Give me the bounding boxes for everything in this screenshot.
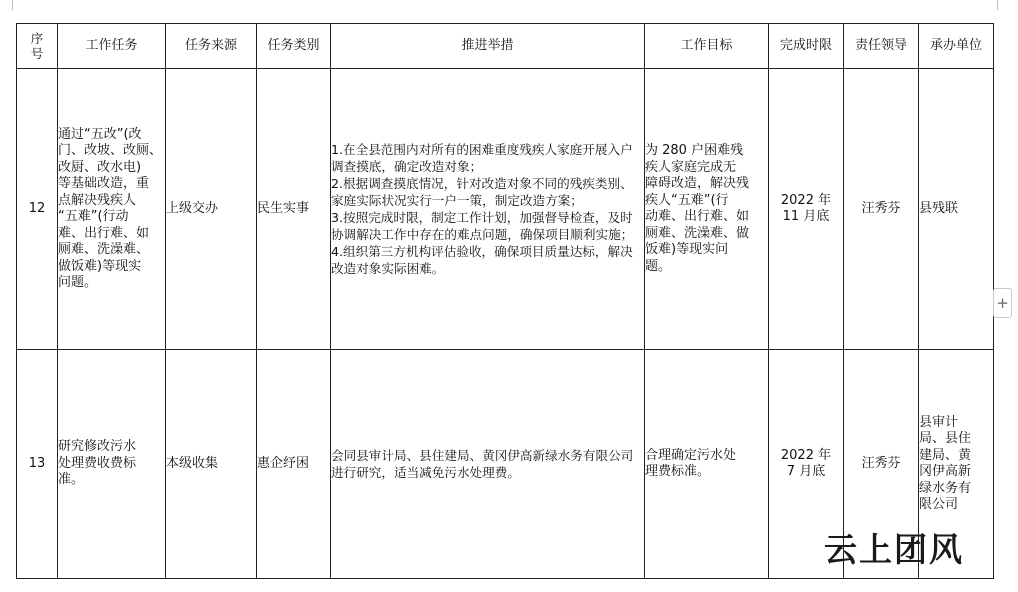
header-deadline: 完成时限	[769, 24, 844, 69]
cell-index: 12	[17, 69, 58, 350]
table-row	[17, 69, 994, 350]
cell-unit: 县残联	[919, 69, 994, 350]
cell-task: 通过“五改”(改 门、改坡、改厕、 改厨、改水电) 等基础改造，重 点解决残疾人 “五难”(行动 难、出行难、如 厕难、洗澡难、 做饭难)等现实 问题。	[58, 69, 166, 350]
header-row	[17, 24, 994, 69]
cell-category: 惠企纾困	[257, 350, 331, 579]
measure-item: 会同县审计局、县住建局、黄冈伊高新绿水务有限公司进行研究，适当减免污水处理费。	[331, 448, 634, 480]
header-unit: 承办单位	[919, 24, 994, 69]
cell-index: 13	[17, 350, 58, 579]
header-measures: 推进举措	[331, 24, 645, 69]
measure-item: 4.组织第三方机构评估验收，确保项目质量达标，解决改造对象实际困难。	[331, 244, 633, 276]
page-corner-mark-right	[997, 0, 998, 10]
measure-item: 2.根据调查摸底情况，针对改造对象不同的残疾类别、家庭实际状况实行一户一策，制定改造方案；	[331, 176, 633, 208]
cell-deadline: 2022 年 7 月底	[769, 350, 844, 579]
cell-source: 上级交办	[166, 69, 257, 350]
cell-task: 研究修改污水 处理费收费标 准。	[58, 350, 166, 579]
expand-button[interactable]	[993, 288, 1012, 318]
page-corner-mark-left	[12, 0, 13, 10]
cell-goal: 合理确定污水处 理费标准。	[645, 350, 769, 579]
task-table	[16, 23, 994, 579]
cell-leader: 汪秀芬	[844, 350, 919, 579]
measures-list	[331, 141, 644, 277]
plus-icon: +	[996, 294, 1009, 312]
measure-item: 1.在全县范围内对所有的困难重度残疾人家庭开展入户调查摸底，确定改造对象；	[331, 142, 633, 174]
header-category: 任务类别	[257, 24, 331, 69]
cell-unit: 县审计 局、县住 建局、黄 冈伊高新 绿水务有 限公司	[919, 350, 994, 579]
header-task: 工作任务	[58, 24, 166, 69]
header-goal: 工作目标	[645, 24, 769, 69]
measures-list	[331, 447, 644, 481]
cell-measures	[331, 350, 645, 579]
measure-item: 3.按照完成时限，制定工作计划，加强督导检查，及时协调解决工作中存在的难点问题，确保项目顺利实施；	[331, 210, 634, 242]
cell-category: 民生实事	[257, 69, 331, 350]
header-leader: 责任领导	[844, 24, 919, 69]
cell-deadline: 2022 年 11 月底	[769, 69, 844, 350]
cell-goal: 为 280 户困难残 疾人家庭完成无 障碍改造，解决残 疾人“五难”(行 动难、出行难、如 厕难、洗澡难、做 饭难)等现实问 题。	[645, 69, 769, 350]
header-source: 任务来源	[166, 24, 257, 69]
header-index: 序 号	[17, 24, 58, 69]
cell-leader: 汪秀芬	[844, 69, 919, 350]
cell-source: 本级收集	[166, 350, 257, 579]
cell-measures	[331, 69, 645, 350]
watermark-logo: 云上团风	[824, 530, 964, 569]
